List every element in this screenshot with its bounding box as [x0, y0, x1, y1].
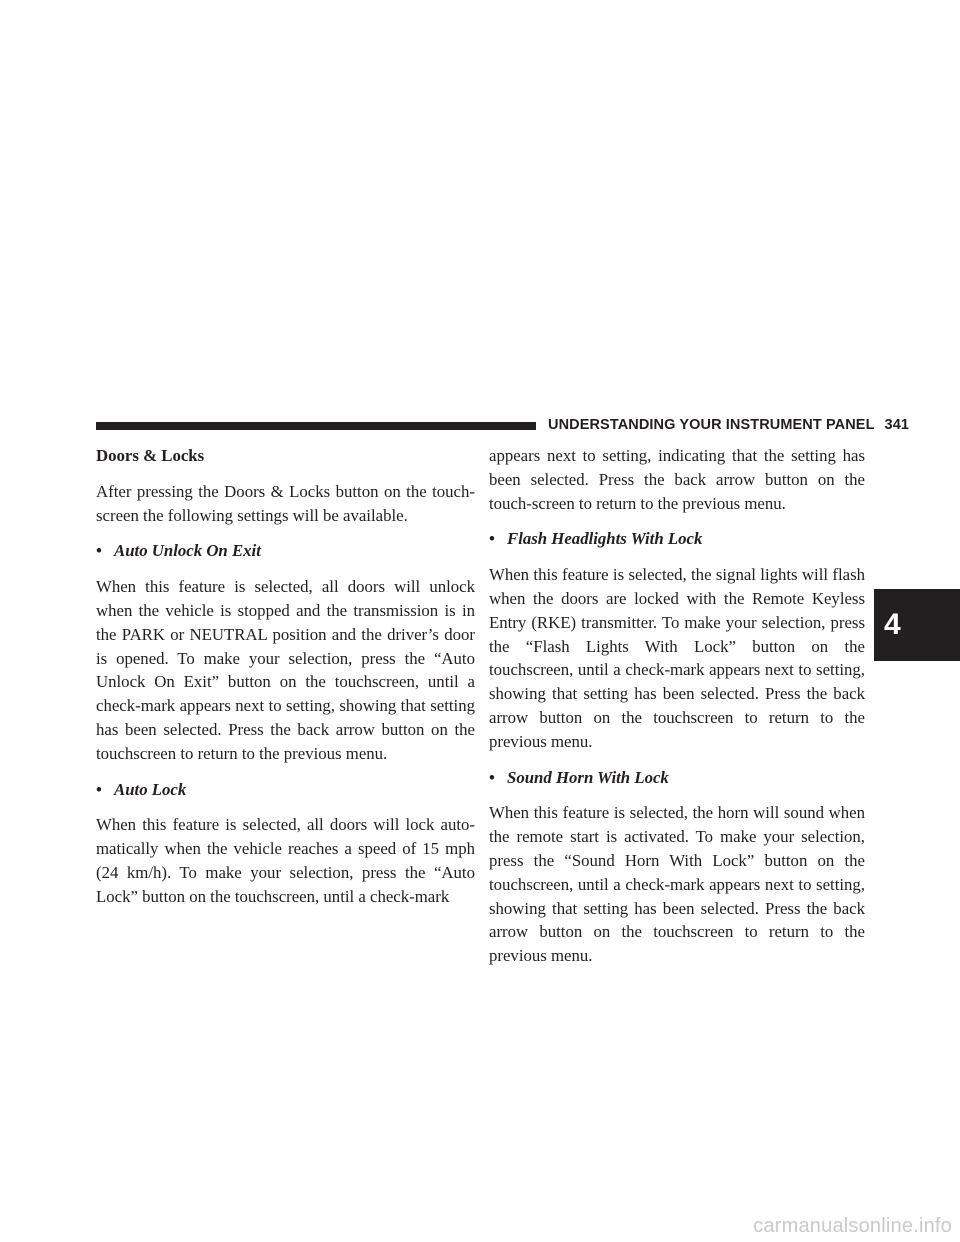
bullet-flash-headlights — [489, 527, 865, 551]
paragraph-auto-unlock: When this feature is selected, all doors will unlock when the vehicle is stopped and the transmission is in the PARK or NEUTRAL position and the driver’s door is opened. To make your selection, press the “Auto Unlock On Exit” button on the touchscreen, until a check-mark appears next to setting, showing that setting has been selected. Press the back arrow button on the touchscreen to return to the previous menu. — [96, 577, 475, 763]
bullet-label: Flash Headlights With Lock — [507, 529, 703, 549]
page-number: 341 — [884, 417, 910, 433]
bullet-dot: • — [96, 541, 102, 561]
bullet-label: Auto Lock — [114, 779, 187, 799]
bullet-dot: • — [489, 767, 495, 787]
chapter-tab: 4 — [874, 589, 960, 661]
header-title: UNDERSTANDING YOUR INSTRUMENT PANEL — [548, 417, 875, 433]
header-rule — [96, 422, 536, 430]
paragraph-continued: appears next to setting, indicating that the setting has been selected. Press the back arrow button on the touch-screen to return to the previous menu. — [489, 446, 865, 513]
running-header — [548, 417, 909, 433]
section-heading: Doors & Locks — [96, 446, 205, 465]
watermark: carmanualsonline.info — [753, 1215, 952, 1237]
paragraph-auto-lock: When this feature is selected, all doors will lock auto-matically when the vehicle reaches a speed of 15 mph (24 km/h). To make your selection, press the “Auto Lock” button on the touchscreen, until a check-mark — [96, 815, 475, 906]
bullet-dot: • — [96, 779, 102, 799]
paragraph-flash-headlights: When this feature is selected, the signal lights will flash when the doors are locked with the Remote Keyless Entry (RKE) transmitter. To make your selection, press the “Flash Lights With Lock” button on the touchscreen, until a check-mark appears next to setting, showing that setting has been selected. Press the back arrow button on the touchscreen to return to the previous menu. — [489, 565, 865, 751]
bullet-auto-unlock-on-exit — [96, 539, 475, 563]
intro-paragraph: After pressing the Doors & Locks button on the touch-screen the following settings will be available. — [96, 481, 475, 525]
paragraph-sound-horn: When this feature is selected, the horn will sound when the remote start is activated. To make your selection, press the “Sound Horn With Lock” button on the touchscreen, until a check-mark appears next to setting, showing that setting has been selected. Press the back arrow button on the touchscreen to return to the previous menu. — [489, 803, 865, 966]
bullet-auto-lock — [96, 778, 475, 802]
right-column — [489, 444, 865, 980]
bullet-label: Auto Unlock On Exit — [114, 541, 261, 561]
bullet-label: Sound Horn With Lock — [507, 767, 669, 787]
bullet-dot: • — [489, 529, 495, 549]
bullet-sound-horn — [489, 766, 865, 790]
left-column — [96, 444, 475, 921]
